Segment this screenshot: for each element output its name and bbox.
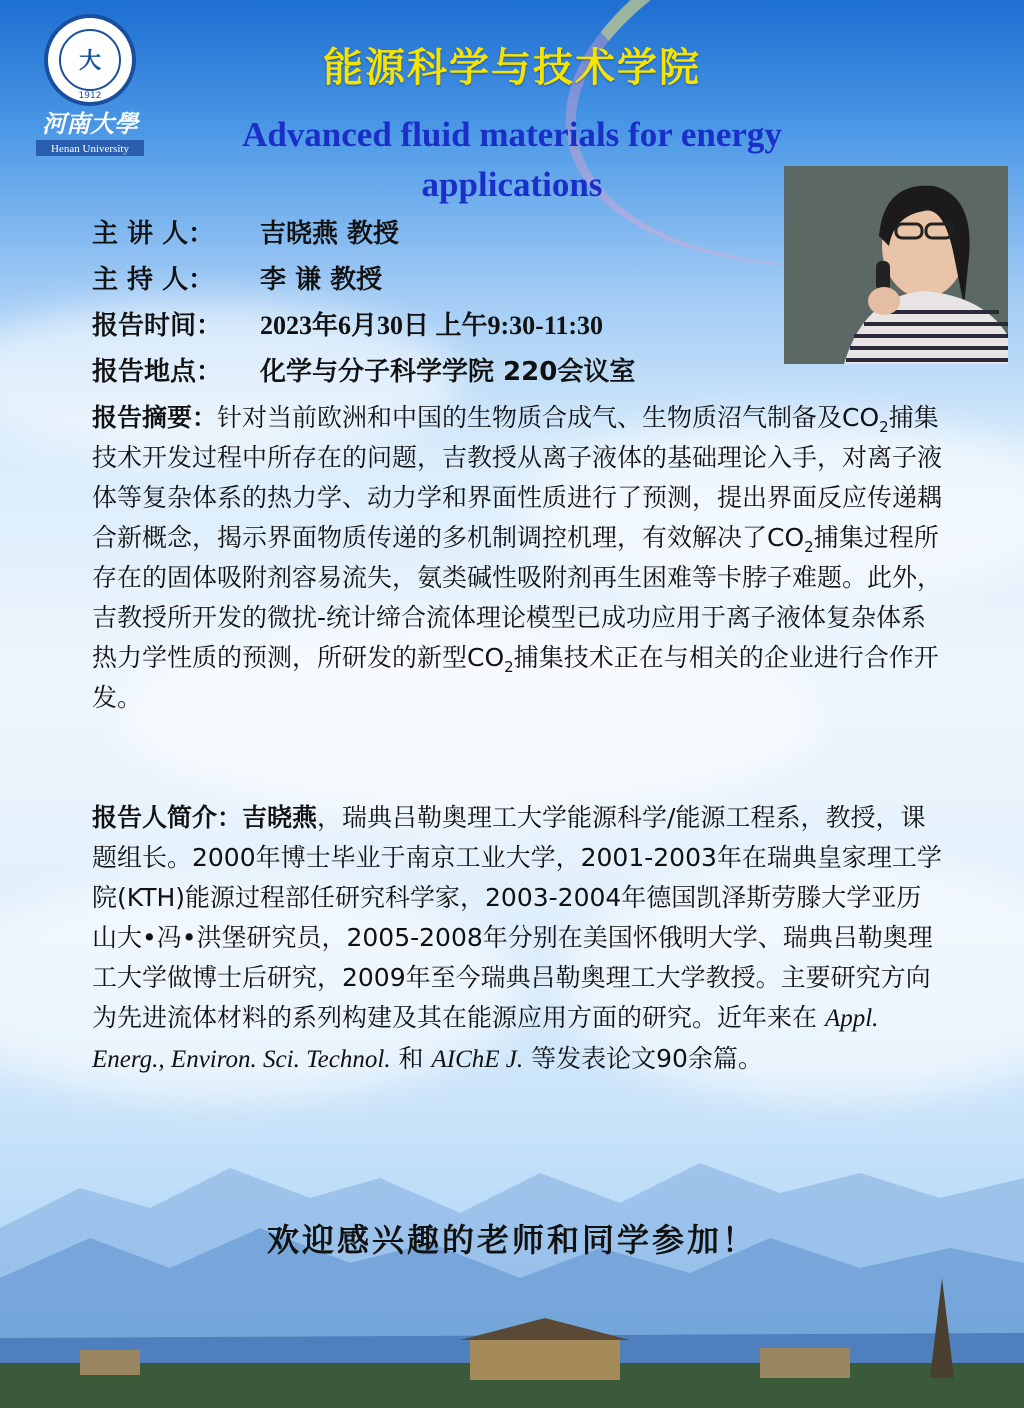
info-time <box>92 306 772 352</box>
svg-text:Henan University: Henan University <box>51 143 129 155</box>
info-label: 主 持 人： <box>92 265 215 295</box>
info-speaker <box>92 214 772 260</box>
bio-text: 等发表论文90余篇。 <box>523 1044 763 1073</box>
svg-text:河南大學: 河南大學 <box>42 109 138 138</box>
bio-label: 报告人简介： <box>92 803 243 832</box>
bio-section: 报告人简介：吉晓燕，瑞典吕勒奥理工大学能源科学/能源工程系，教授，课题组长。2000年博士毕业于南京工业大学，2001-2003年在瑞典皇家理工学院(KTH)能源过程部任研究科学家，2003-2004年德国凯泽斯劳滕大学亚历山大•冯•洪堡研究员，2005-2008年分别在美国怀俄明大学、瑞典吕勒奥理工大学做博士后研究，2009年至今瑞典吕勒奥理工大学教授。主要研究方向为先进流体材料的系列构建及其在能源应用方面的研究。近年来在 Appl. Energ., Environ. Sci. Technol. 和 AIChE J. 等发表论文90余篇。 <box>92 803 942 1073</box>
abstract-text: 针对当前欧洲和中国的生物质合成气、生物质沼气制备及CO <box>217 403 880 432</box>
welcome-message: 欢迎感兴趣的老师和同学参加！ <box>266 1221 757 1259</box>
info-value: 化学与分子科学学院 220会议室 <box>260 357 636 387</box>
department-name: 能源科学与技术学院 <box>323 45 701 91</box>
info-location <box>92 352 772 398</box>
abstract-label: 报告摘要： <box>92 403 218 432</box>
info-label: 报告时间： <box>92 311 223 341</box>
abstract-text: 捕集技术正在与相关的企业进行合作开发。 <box>92 643 939 712</box>
lecture-info <box>92 214 772 398</box>
svg-text:1912: 1912 <box>78 91 102 101</box>
info-value: 李 谦 教授 <box>260 265 383 295</box>
svg-text:大: 大 <box>78 49 102 74</box>
speaker-name: 吉晓燕 <box>242 803 318 832</box>
journal-names: Appl. Energ., Environ. Sci. Technol. <box>92 1005 879 1073</box>
info-label: 主 讲 人： <box>92 219 215 249</box>
abstract-text: 捕集技术开发过程中所存在的问题，吉教授从离子液体的基础理论入手，对离子液体等复杂体系的热力学、动力学和界面性质进行了预测，提出界面反应传递耦合新概念，揭示界面物质传递的多机制调控机理，有效解决了CO <box>92 403 943 552</box>
speaker-photo <box>784 166 1008 364</box>
bio-text: ，瑞典吕勒奥理工大学能源科学/能源工程系，教授，课题组长。2000年博士毕业于南京工业大学，2001-2003年在瑞典皇家理工学院(KTH)能源过程部任研究科学家，2003-2004年德国凯泽斯劳滕大学亚历山大•冯•洪堡研究员，2005-2008年分别在美国怀俄明大学、瑞典吕勒奥理工大学做博士后研究，2009年至今瑞典吕勒奥理工大学教授。主要研究方向为先进流体材料的系列构建及其在能源应用方面的研究。近年来在 <box>92 803 942 1032</box>
abstract-text: 捕集过程所存在的固体吸附剂容易流失，氨类碱性吸附剂再生困难等卡脖子难题。此外，吉教授所开发的微扰-统计缔合流体理论模型已成功应用于离子液体复杂体系热力学性质的预测，所研发的新型CO <box>92 523 943 672</box>
info-label: 报告地点： <box>92 357 223 387</box>
journal-names: AIChE J. <box>431 1046 524 1073</box>
info-value: 吉晓燕 教授 <box>260 219 400 249</box>
lecture-title: Advanced fluid materials for energy applications <box>242 115 782 204</box>
info-host <box>92 260 772 306</box>
abstract-section: 报告摘要：针对当前欧洲和中国的生物质合成气、生物质沼气制备及$CO_2$捕集技术开发过程中所存在的问题，吉教授从离子液体的基础理论入手，对离子液体等复杂体系的热力学、动力学和界面性质进行了预测，提出界面反应传递耦合新概念，揭示界面物质传递的多机制调控机理，有效解决了$CO_2$捕集过程所存在的固体吸附剂容易流失，氨类碱性吸附剂再生困难等卡脖子难题。此外，吉教授所开发的微扰-统计缔合流体理论模型已成功应用于离子液体复杂体系热力学性质的预测，所研发的新型$CO_2$捕集技术正在与相关的企业进行合作开发。 <box>92 403 943 712</box>
info-value: 2023年6月30日 上午9:30-11:30 <box>260 311 604 340</box>
